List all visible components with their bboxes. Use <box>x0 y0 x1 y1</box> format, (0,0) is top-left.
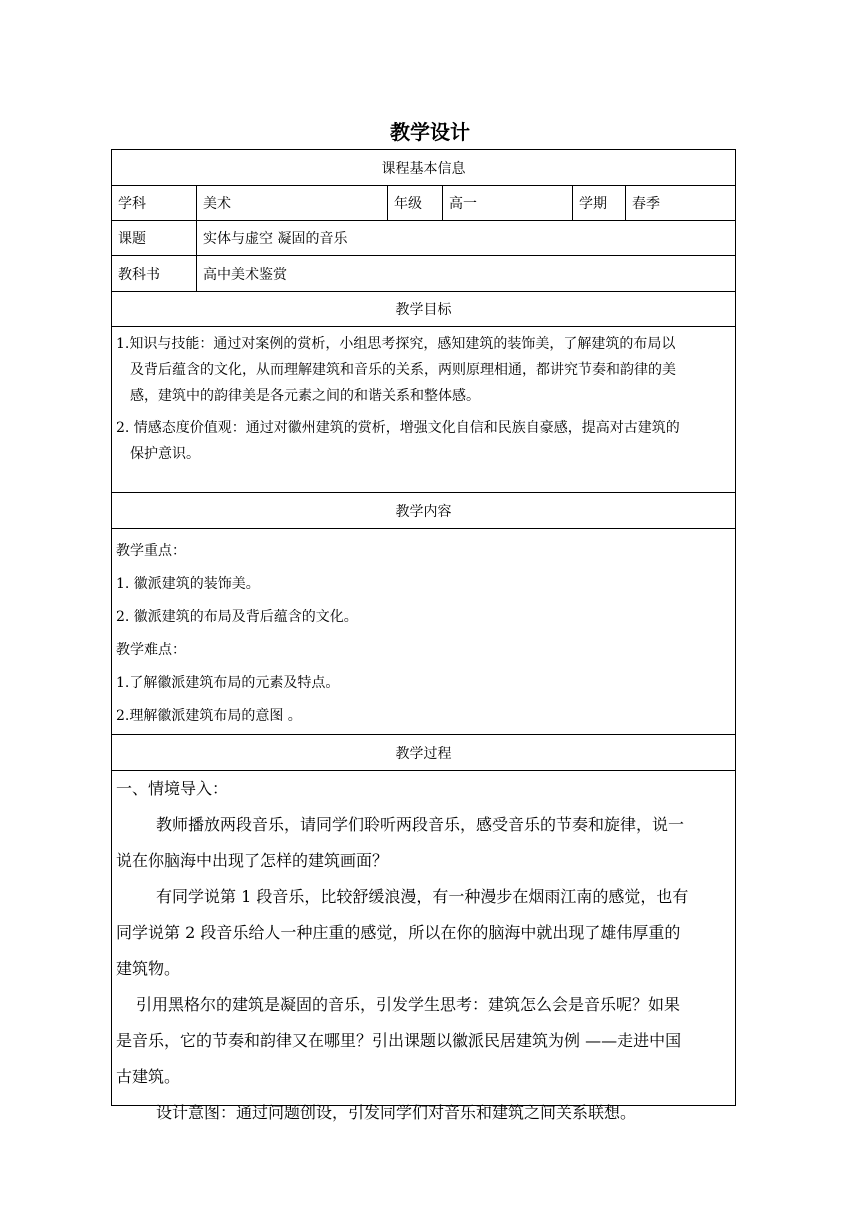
info-row-subject <box>112 185 735 220</box>
process-para-3-line-1: 引用黑格尔的建筑是凝固的音乐，引发学生思考：建筑怎么会是音乐呢？如果 <box>136 995 681 1014</box>
key-points-label: 教学重点： <box>116 543 186 559</box>
key-point-2: 2. 徽派建筑的布局及背后蕴含的文化。 <box>116 609 358 625</box>
textbook-value: 高中美术鉴赏 <box>196 256 735 291</box>
grade-value: 高一 <box>442 186 572 220</box>
subject-label: 学科 <box>118 196 146 212</box>
term-label: 学期 <box>572 186 625 220</box>
lesson-plan-table <box>111 149 736 1122</box>
page-title: 教学设计 <box>390 120 470 144</box>
process-para-3-line-2: 是音乐，它的节奏和韵律又在哪里？引出课题以徽派民居建筑为例 ——走进中国 <box>116 1031 682 1050</box>
section-header-content <box>112 492 735 528</box>
section-title-process: 教学过程 <box>395 745 452 762</box>
process-para-1-line-1: 教师播放两段音乐，请同学们聆听两段音乐，感受音乐的节奏和旋律，说一 <box>156 815 685 834</box>
process-body <box>112 770 735 1122</box>
section-header-goals <box>112 291 735 326</box>
process-para-4-line-1: 设计意图：通过问题创设，引发同学们对音乐和建筑之间关系联想。 <box>156 1103 637 1122</box>
grade-label: 年级 <box>387 186 442 220</box>
textbook-label: 教科书 <box>118 266 160 283</box>
process-para-2-line-3: 建筑物。 <box>116 959 181 978</box>
difficult-point-1: 1.了解徽派建筑布局的元素及特点。 <box>116 675 340 691</box>
process-heading: 一、情境导入： <box>116 779 229 798</box>
section-title-content: 教学内容 <box>395 503 452 520</box>
topic-value: 实体与虚空 凝固的音乐 <box>196 221 735 255</box>
section-header-basic-info <box>112 150 735 185</box>
key-point-1: 1. 徽派建筑的装饰美。 <box>116 576 260 592</box>
content-body <box>112 528 735 734</box>
goals-body <box>112 326 735 492</box>
goal-1-line-2: 及背后蕴含的文化，从而理解建筑和音乐的关系，两则原理相通，都讲究节奏和韵律的美 <box>130 362 676 378</box>
process-para-1-line-2: 说在你脑海中出现了怎样的建筑画面？ <box>116 851 389 870</box>
goal-2-line-1: 2. 情感态度价值观：通过对徽州建筑的赏析，增强文化自信和民族自豪感，提高对古建筑的 <box>116 420 680 436</box>
subject-value: 美术 <box>196 186 387 220</box>
section-header-process <box>112 734 735 770</box>
info-row-textbook <box>112 255 735 291</box>
process-para-2-line-2: 同学说第 2 段音乐给人一种庄重的感觉，所以在你的脑海中就出现了雄伟厚重的 <box>116 923 681 942</box>
section-title-basic-info: 课程基本信息 <box>381 160 466 177</box>
goal-2-line-2: 保护意识。 <box>130 446 200 462</box>
section-title-goals: 教学目标 <box>395 302 452 318</box>
topic-label: 课题 <box>118 231 146 247</box>
goal-1-line-1: 1.知识与技能：通过对案例的赏析，小组思考探究，感知建筑的装饰美，了解建筑的布局以 <box>116 336 676 352</box>
difficult-point-2: 2.理解徽派建筑布局的意图 。 <box>116 708 302 724</box>
info-row-topic <box>112 220 735 255</box>
process-para-2-line-1: 有同学说第 1 段音乐，比较舒缓浪漫，有一种漫步在烟雨江南的感觉，也有 <box>156 887 689 906</box>
difficult-points-label: 教学难点： <box>116 642 186 658</box>
process-para-3-line-3: 古建筑。 <box>116 1067 181 1086</box>
term-value: 春季 <box>625 186 737 220</box>
goal-1-line-3: 感，建筑中的韵律美是各元素之间的和谐关系和整体感。 <box>130 388 480 404</box>
